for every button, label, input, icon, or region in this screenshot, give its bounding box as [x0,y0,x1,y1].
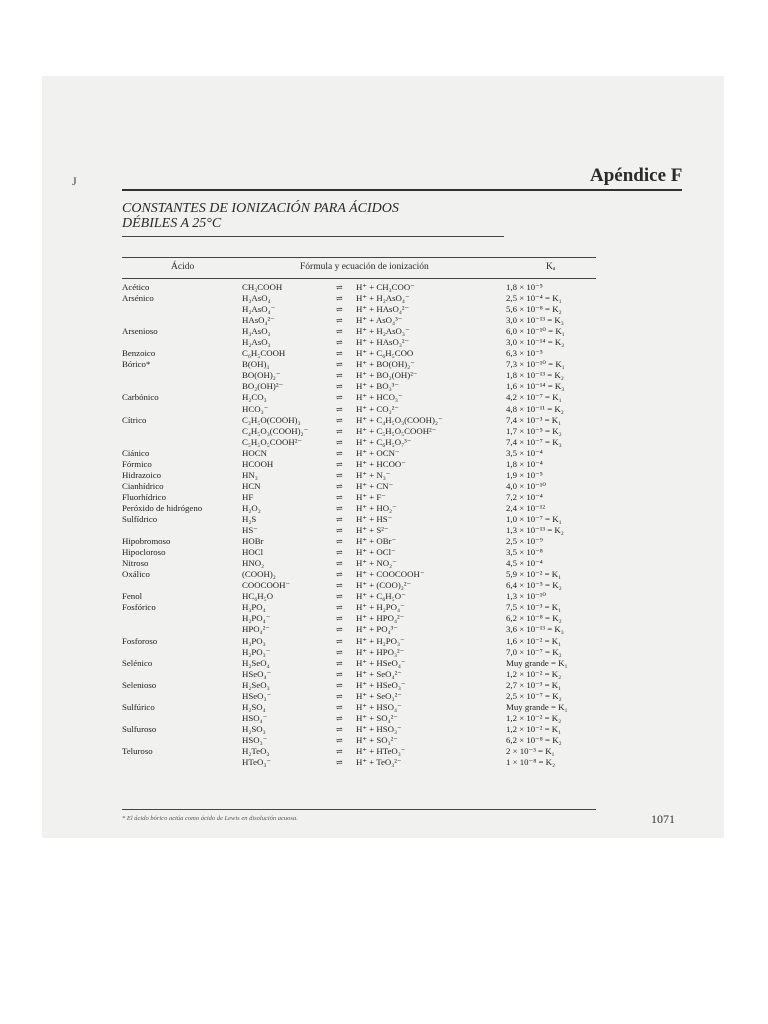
equilibrium-arrow: ⇌ [336,459,343,469]
ionization-products: H⁺ + F⁻ [356,491,386,502]
equilibrium-arrow: ⇌ [336,570,343,580]
ionization-constant: 3,5 × 10⁻⁴ [506,447,543,458]
acid-name: Cítrico [122,414,147,425]
table-header-rule-bottom [122,278,596,279]
acid-formula: H₂S [242,513,257,524]
equilibrium-arrow: ⇌ [336,603,343,613]
table-row [122,326,598,337]
column-header-acid: Ácido [171,262,195,272]
acid-formula: C₆H₅COOH [242,348,286,359]
ionization-constant: 1,8 × 10⁻⁵ [506,282,543,292]
ionization-products: H⁺ + HSeO₄⁻ [356,657,406,668]
ionization-products: H⁺ + (COO)₂²⁻ [356,580,412,591]
ionization-products: H⁺ + HPO₄²⁻ [356,613,405,624]
table-row [122,702,598,713]
ionization-constant: 2,4 × 10⁻¹² [506,502,546,513]
ionization-products: H⁺ + SO₃²⁻ [356,734,398,745]
ionization-constant: 1,6 × 10⁻² = K₁ [506,635,562,646]
table-row [122,536,598,547]
acid-name: Fosforoso [122,635,158,646]
equilibrium-arrow: ⇌ [336,526,343,536]
acid-formula: HTeO₃⁻ [242,757,272,768]
table-heading [122,201,482,231]
ionization-products: H⁺ + HTeO₃⁻ [356,745,406,756]
acid-name: Bórico* [122,359,151,370]
acid-name: Hipobromoso [122,536,171,547]
acid-formula: C₅H₅O₅COOH²⁻ [242,436,302,447]
table-row [122,558,598,569]
table-row [122,724,598,735]
equilibrium-arrow: ⇌ [336,514,343,524]
acid-table-body [122,282,598,768]
ionization-constant: 1,8 × 10⁻¹³ = K₂ [506,370,564,381]
table-row [122,337,598,348]
acid-name: Acético [122,282,150,292]
ionization-constant: 7,4 × 10⁻⁷ = K₃ [506,436,562,447]
ionization-constant: 7,3 × 10⁻¹⁰ = K₁ [506,359,565,370]
table-row [122,293,598,304]
ionization-constant: 7,5 × 10⁻³ = K₁ [506,602,562,613]
equilibrium-arrow: ⇌ [336,481,343,491]
ionization-products: H⁺ + OBr⁻ [356,536,397,547]
equilibrium-arrow: ⇌ [336,559,343,569]
acid-name: Cianhídrico [122,480,164,491]
acid-formula: HSeO₃⁻ [242,690,272,701]
ionization-products: H⁺ + SeO₃²⁻ [356,690,402,701]
ionization-products: H⁺ + HCOO⁻ [356,458,406,469]
table-row [122,481,598,492]
equilibrium-arrow: ⇌ [336,713,343,723]
equilibrium-arrow: ⇌ [336,636,343,646]
table-row [122,315,598,326]
acid-formula: H₂TeO₃ [242,745,270,756]
table-row [122,757,598,768]
table-header-rule-top [122,257,596,258]
equilibrium-arrow: ⇌ [336,758,343,768]
equilibrium-arrow: ⇌ [336,735,343,745]
acid-formula: C₃H₅O(COOH)₃ [242,414,301,425]
table-row [122,602,598,613]
ionization-constant: 7,0 × 10⁻⁷ = K₂ [506,646,562,657]
equilibrium-arrow: ⇌ [336,316,343,326]
acid-formula: H₃PO₃ [242,635,266,646]
acid-formula: COOCOOH⁻ [242,580,291,591]
ionization-constant: 1,6 × 10⁻¹⁴ = K₃ [506,381,565,392]
table-row [122,503,598,514]
acid-formula: HC₆H₅O [242,591,274,602]
ionization-constant: 6,4 × 10⁻⁵ = K₂ [506,580,562,591]
ionization-products: H⁺ + TeO₃²⁻ [356,757,402,768]
ionization-products: H⁺ + HSO₄⁻ [356,701,402,712]
acid-formula: (COOH)₂ [242,569,276,580]
ionization-constant: 2,5 × 10⁻⁷ = K₂ [506,690,562,701]
acid-formula: CH₃COOH [242,282,283,292]
ionization-products: H⁺ + H₂AsO₃⁻ [356,326,410,337]
ionization-products: H⁺ + HAsO₃²⁻ [356,337,410,348]
acid-formula: HSO₄⁻ [242,712,268,723]
ionization-products: H⁺ + SeO₄²⁻ [356,668,402,679]
equilibrium-arrow: ⇌ [336,393,343,403]
acid-name: Hidrazoico [122,469,162,480]
table-heading-line2: DÉBILES A 25°C [122,216,222,231]
acid-name: Benzoico [122,348,156,359]
ionization-constant: 5,6 × 10⁻⁸ = K₂ [506,304,562,315]
ionization-constant: 2 × 10⁻³ = K₁ [506,745,555,756]
ionization-products: H⁺ + S²⁻ [356,525,389,536]
table-row [122,691,598,702]
table-bottom-rule [122,809,596,810]
acid-formula: HNO₂ [242,558,265,569]
ionization-constant: 4,0 × 10⁻¹⁰ [506,480,546,491]
acid-name: Ciánico [122,447,150,458]
table-row [122,381,598,392]
acid-formula: H₂AsO₃ [242,337,271,348]
equilibrium-arrow: ⇌ [336,371,343,381]
table-row [122,359,598,370]
ionization-constant: 7,2 × 10⁻⁴ [506,491,543,502]
ionization-products: H⁺ + AsO₄³⁻ [356,315,403,326]
acid-formula: HOCl [242,547,264,558]
table-row [122,392,598,403]
acid-formula: HPO₄²⁻ [242,624,270,635]
footnote: * El ácido bórico actúa como ácido de Lewis en disolución acuosa. [122,815,298,822]
acid-name: Fenol [122,591,143,602]
ionization-constant: 4,2 × 10⁻⁷ = K₁ [506,392,562,403]
ionization-products: H⁺ + BO₂(OH)²⁻ [356,370,418,381]
equilibrium-arrow: ⇌ [336,724,343,734]
acid-name: Hipocloroso [122,547,166,558]
table-row [122,282,598,293]
equilibrium-arrow: ⇌ [336,448,343,458]
equilibrium-arrow: ⇌ [336,294,343,304]
equilibrium-arrow: ⇌ [336,691,343,701]
column-header-k: Kₐ [546,262,556,272]
ionization-constant: 1,3 × 10⁻¹³ = K₂ [506,525,564,536]
equilibrium-arrow: ⇌ [336,360,343,370]
acid-formula: H₂CO₃ [242,392,267,403]
ionization-constant: 2,5 × 10⁻⁴ = K₁ [506,293,562,304]
equilibrium-arrow: ⇌ [336,680,343,690]
acid-formula: H₂SO₃ [242,723,266,734]
table-heading-line1: CONSTANTES DE IONIZACIÓN PARA ÁCIDOS [122,201,399,216]
acid-name: Arsénico [122,293,154,304]
acid-formula: B(OH)₃ [242,359,270,370]
table-row [122,735,598,746]
equilibrium-arrow: ⇌ [336,492,343,502]
ionization-constant: 3,6 × 10⁻¹³ = K₃ [506,624,564,635]
ionization-products: H⁺ + CH₃COO⁻ [356,282,415,292]
equilibrium-arrow: ⇌ [336,338,343,348]
ionization-products: H⁺ + H₂AsO₄⁻ [356,293,410,304]
acid-formula: H₂SO₄ [242,701,266,712]
acid-formula: HCN [242,480,261,491]
acid-formula: H₃PO₄ [242,602,266,613]
acid-name: Sulfuroso [122,723,157,734]
table-row [122,525,598,536]
ionization-constant: 6,0 × 10⁻¹⁰ = K₁ [506,326,565,337]
ionization-products: H⁺ + COOCOOH⁻ [356,569,425,580]
equilibrium-arrow: ⇌ [336,537,343,547]
equilibrium-arrow: ⇌ [336,581,343,591]
acid-formula: HSO₃⁻ [242,734,268,745]
margin-mark: J [72,174,77,188]
equilibrium-arrow: ⇌ [336,548,343,558]
acid-name: Teluroso [122,745,153,756]
acid-formula: HAsO₄²⁻ [242,315,275,326]
equilibrium-arrow: ⇌ [336,305,343,315]
ionization-constant: 4,8 × 10⁻¹¹ = K₂ [506,403,564,414]
acid-name: Fluorhídrico [122,491,166,502]
table-row [122,669,598,680]
ionization-constant: 1,0 × 10⁻⁷ = K₁ [506,513,562,524]
ionization-products: H⁺ + BO₃³⁻ [356,381,399,392]
heading-rule [122,236,504,237]
table-row [122,459,598,470]
ionization-products: H⁺ + BO(OH)₂⁻ [356,359,415,370]
equilibrium-arrow: ⇌ [336,625,343,635]
ionization-products: H⁺ + N₃⁻ [356,469,391,480]
equilibrium-arrow: ⇌ [336,503,343,513]
equilibrium-arrow: ⇌ [336,437,343,447]
ionization-constant: 6,2 × 10⁻⁸ = K₂ [506,734,562,745]
table-row [122,636,598,647]
ionization-products: H⁺ + C₆H₅COO [356,348,414,359]
acid-formula: BO(OH)₂⁻ [242,370,281,381]
acid-formula: H₃AsO₃ [242,326,271,337]
equilibrium-arrow: ⇌ [336,349,343,359]
ionization-constant: 2,7 × 10⁻³ = K₁ [506,679,562,690]
table-row [122,370,598,381]
acid-formula: H₂PO₄⁻ [242,613,271,624]
ionization-constant: 5,9 × 10⁻² = K₁ [506,569,562,580]
acid-name: Arsenioso [122,326,158,337]
acid-name: Nitroso [122,558,149,569]
ionization-products: H⁺ + HCO₃⁻ [356,392,403,403]
acid-formula: H₃AsO₄ [242,293,271,304]
equilibrium-arrow: ⇌ [336,658,343,668]
acid-formula: H₂SeO₄ [242,657,270,668]
acid-formula: HS⁻ [242,525,258,536]
table-row [122,658,598,669]
ionization-products: H⁺ + OCN⁻ [356,447,400,458]
equilibrium-arrow: ⇌ [336,404,343,414]
table-row [122,492,598,503]
table-row [122,613,598,624]
ionization-products: H⁺ + HO₂⁻ [356,502,397,513]
acid-name: Selenioso [122,679,157,690]
ionization-constant: 6,2 × 10⁻⁸ = K₂ [506,613,562,624]
table-row [122,569,598,580]
ionization-products: H⁺ + C₅H₅O₅COOH²⁻ [356,425,437,436]
acid-name: Oxálico [122,569,150,580]
table-row [122,304,598,315]
acid-name: Peróxido de hidrógeno [122,502,203,513]
table-row [122,348,598,359]
ionization-constant: 1,3 × 10⁻¹⁰ [506,591,546,602]
acid-formula: H₂O₂ [242,502,261,513]
acid-formula: H₂PO₃⁻ [242,646,271,657]
chapter-title: Apéndice F [590,165,683,186]
ionization-constant: 3,0 × 10⁻¹³ = K₃ [506,315,564,326]
ionization-products: H⁺ + C₆H₅O₇³⁻ [356,436,412,447]
ionization-products: H⁺ + OCl⁻ [356,547,396,558]
ionization-products: H⁺ + CO₃²⁻ [356,403,399,414]
ionization-constant: 3,5 × 10⁻⁸ [506,547,543,558]
acid-formula: HCO₃⁻ [242,403,269,414]
equilibrium-arrow: ⇌ [336,327,343,337]
ionization-products: H⁺ + NO₂⁻ [356,558,397,569]
table-row [122,580,598,591]
ionization-products: H⁺ + HS⁻ [356,513,393,524]
ionization-constant: Muy grande = K₁ [506,657,568,668]
acid-name: Sulfúrico [122,701,155,712]
table-row [122,624,598,635]
acid-formula: H₂AsO₄⁻ [242,304,276,315]
equilibrium-arrow: ⇌ [336,470,343,480]
acid-name: Fórmico [122,458,152,469]
column-header-formula: Fórmula y ecuación de ionización [300,262,429,272]
ionization-products: H⁺ + H₂PO₄⁻ [356,602,405,613]
acid-name: Fosfórico [122,602,156,613]
equilibrium-arrow: ⇌ [336,592,343,602]
ionization-products: H⁺ + SO₄²⁻ [356,712,398,723]
ionization-products: H⁺ + C₄H₅O₃(COOH)₂⁻ [356,414,443,425]
ionization-constant: 2,5 × 10⁻⁹ [506,536,543,547]
table-row [122,547,598,558]
acid-formula: C₄H₅O₃(COOH)₂⁻ [242,425,309,436]
equilibrium-arrow: ⇌ [336,746,343,756]
ionization-products: H⁺ + H₂PO₃⁻ [356,635,405,646]
ionization-constant: 1,2 × 10⁻² = K₁ [506,723,562,734]
ionization-constant: 1 × 10⁻⁸ = K₂ [506,757,556,768]
ionization-constant: 1,8 × 10⁻⁴ [506,458,543,469]
ionization-products: H⁺ + C₆H₅O⁻ [356,591,406,602]
ionization-constant: 1,2 × 10⁻² = K₂ [506,712,562,723]
acid-formula: HF [242,491,254,502]
table-row [122,470,598,481]
ionization-products: H⁺ + PO₄³⁻ [356,624,398,635]
acid-formula: HOCN [242,447,267,458]
ionization-constant: 1,7 × 10⁻⁵ = K₂ [506,425,562,436]
ionization-constant: 7,4 × 10⁻³ = K₁ [506,414,562,425]
equilibrium-arrow: ⇌ [336,426,343,436]
ionization-constant: 3,0 × 10⁻¹⁴ = K₂ [506,337,565,348]
table-row [122,514,598,525]
top-rule [122,189,682,191]
equilibrium-arrow: ⇌ [336,283,343,292]
equilibrium-arrow: ⇌ [336,669,343,679]
ionization-constant: 4,5 × 10⁻⁴ [506,558,543,569]
acid-name: Carbónico [122,392,159,403]
table-row [122,448,598,459]
equilibrium-arrow: ⇌ [336,647,343,657]
ionization-products: H⁺ + CN⁻ [356,480,394,491]
table-row [122,591,598,602]
acid-formula: HOBr [242,536,264,547]
table-row [122,426,598,437]
acid-formula: BO₂(OH)²⁻ [242,381,284,392]
acid-formula: H₂SeO₃ [242,679,270,690]
ionization-products: H⁺ + HSO₃⁻ [356,723,402,734]
equilibrium-arrow: ⇌ [336,702,343,712]
ionization-constant: Muy grande = K₁ [506,701,568,712]
table-row [122,680,598,691]
equilibrium-arrow: ⇌ [336,415,343,425]
equilibrium-arrow: ⇌ [336,382,343,392]
page-number: 1071 [651,812,675,826]
table-row [122,415,598,426]
ionization-products: H⁺ + HPO₃²⁻ [356,646,405,657]
ionization-constant: 1,9 × 10⁻⁵ [506,469,543,480]
acid-name: Selénico [122,657,153,668]
acid-formula: HCOOH [242,458,274,469]
ionization-products: H⁺ + HAsO₄²⁻ [356,304,410,315]
acid-formula: HN₃ [242,469,258,480]
ionization-products: H⁺ + HSeO₃⁻ [356,679,406,690]
ionization-constant: 6,3 × 10⁻⁵ [506,348,543,359]
table-row [122,713,598,724]
table-row [122,437,598,448]
acid-formula: HSeO₄⁻ [242,668,272,679]
table-row [122,404,598,415]
equilibrium-arrow: ⇌ [336,614,343,624]
ionization-constant: 1,2 × 10⁻² = K₂ [506,668,562,679]
table-row [122,647,598,658]
acid-name: Sulfídrico [122,513,158,524]
table-row [122,746,598,757]
